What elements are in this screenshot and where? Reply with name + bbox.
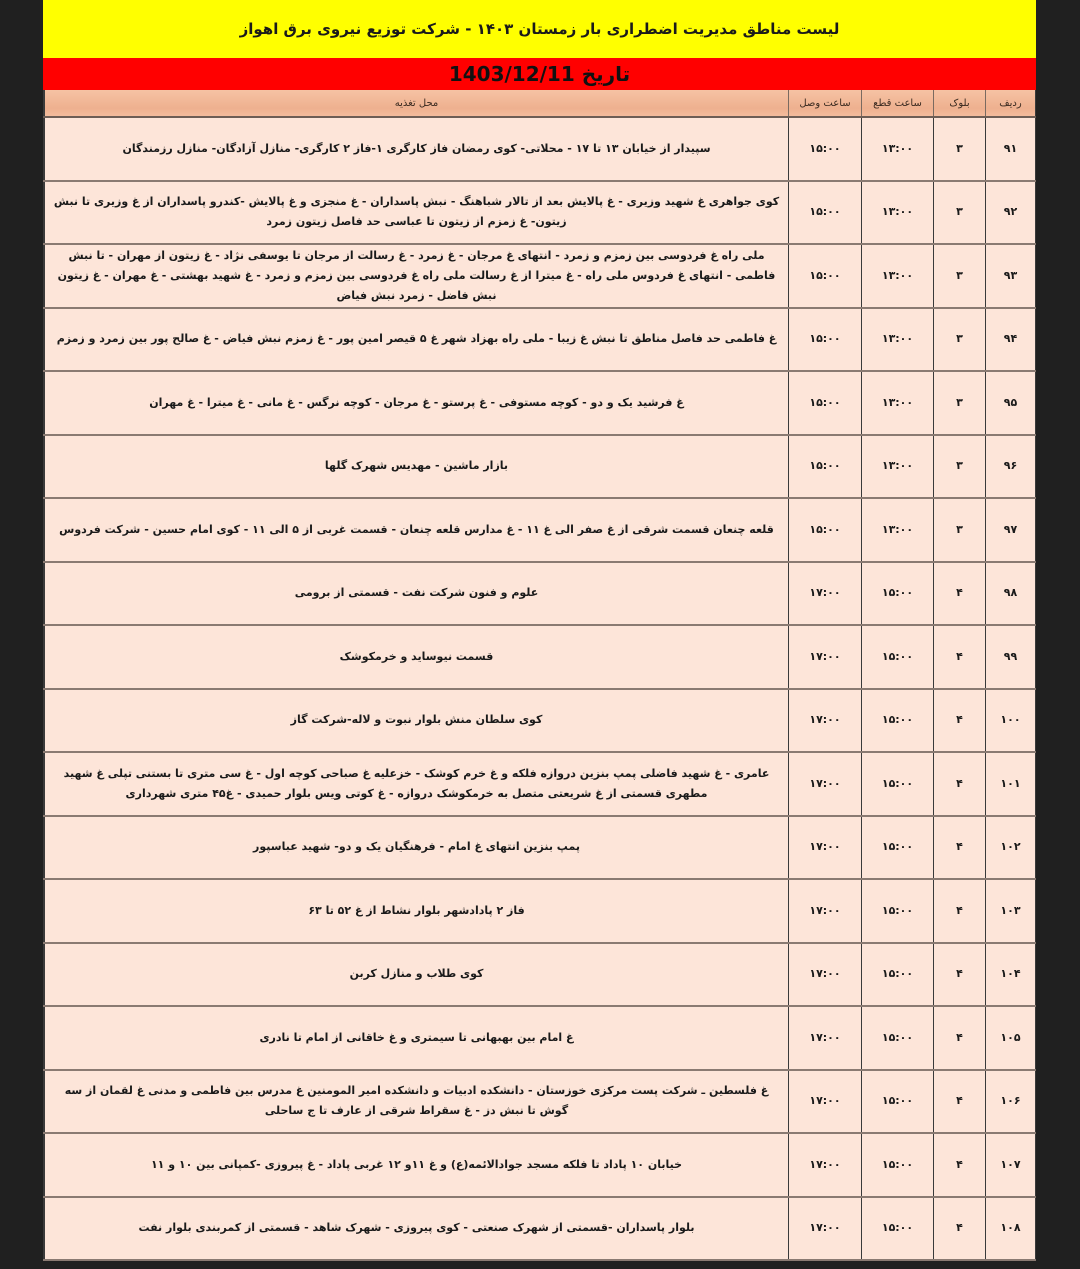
header-cut-time: ساعت قطع — [862, 90, 934, 117]
row-connect-time: ۱۷:۰۰ — [789, 1133, 862, 1197]
row-cut-time: ۱۵:۰۰ — [862, 689, 934, 753]
row-location: قلعه چنعان قسمت شرقی از غ صفر الی غ ۱۱ - غ مدارس قلعه چنعان - قسمت غربی از ۵ الی ۱۱ - کوی امام حسین - شرکت فردوس — [44, 498, 789, 562]
row-cut-time: ۱۵:۰۰ — [862, 1197, 934, 1261]
row-connect-time: ۱۵:۰۰ — [789, 371, 862, 435]
table-row — [44, 879, 1036, 943]
row-cut-time: ۱۳:۰۰ — [862, 244, 934, 308]
row-connect-time: ۱۵:۰۰ — [789, 308, 862, 372]
row-connect-time: ۱۷:۰۰ — [789, 816, 862, 880]
row-connect-time: ۱۵:۰۰ — [789, 181, 862, 245]
row-number: ۱۰۰ — [986, 689, 1036, 753]
row-cut-time: ۱۵:۰۰ — [862, 625, 934, 689]
row-number: ۹۷ — [986, 498, 1036, 562]
row-block: ۴ — [934, 943, 986, 1007]
row-location: علوم و فنون شرکت نفت - قسمتی از برومی — [44, 562, 789, 626]
row-cut-time: ۱۵:۰۰ — [862, 879, 934, 943]
row-number: ۱۰۵ — [986, 1006, 1036, 1070]
row-cut-time: ۱۳:۰۰ — [862, 498, 934, 562]
row-connect-time: ۱۷:۰۰ — [789, 943, 862, 1007]
row-cut-time: ۱۳:۰۰ — [862, 435, 934, 499]
row-number: ۱۰۷ — [986, 1133, 1036, 1197]
row-number: ۹۶ — [986, 435, 1036, 499]
schedule-sheet — [43, 0, 1036, 1260]
table-row — [44, 181, 1036, 245]
table-row — [44, 308, 1036, 372]
table-row — [44, 816, 1036, 880]
row-block: ۴ — [934, 689, 986, 753]
row-block: ۳ — [934, 181, 986, 245]
row-cut-time: ۱۵:۰۰ — [862, 943, 934, 1007]
row-number: ۹۳ — [986, 244, 1036, 308]
row-location: کوی طلاب و منازل کربن — [44, 943, 789, 1007]
header-radif: ردیف — [986, 90, 1036, 117]
row-block: ۴ — [934, 752, 986, 816]
row-location: عامری - غ شهید فاضلی پمپ بنزین دروازه فلکه و غ خرم کوشک - خزعلیه غ صباحی کوچه اول - غ سی متری تا بستنی تپلی غ شهید مطهری قسمتی از غ شریعتی متصل به خرمکوشک دروازه - غ کوتی ویس بلوار حمیدی - غ۴۵ متری شهرداری — [44, 752, 789, 816]
row-connect-time: ۱۵:۰۰ — [789, 244, 862, 308]
row-cut-time: ۱۵:۰۰ — [862, 1133, 934, 1197]
table-row — [44, 498, 1036, 562]
table-row — [44, 562, 1036, 626]
row-location: کوی سلطان منش بلوار نبوت و لاله-شرکت گاز — [44, 689, 789, 753]
row-number: ۹۱ — [986, 117, 1036, 181]
row-location: غ فلسطین ـ شرکت پست مرکزی خوزستان - دانشکده ادبیات و دانشکده امیر المومنین غ مدرس بین فاطمی و مدنی غ لقمان از سه گوش تا نبش دز - غ سقراط شرقی از عارف تا ج ساحلی — [44, 1070, 789, 1134]
table-row — [44, 943, 1036, 1007]
row-block: ۴ — [934, 816, 986, 880]
row-location: پمپ بنزین انتهای غ امام - فرهنگیان یک و دو- شهید عباسپور — [44, 816, 789, 880]
row-block: ۴ — [934, 1197, 986, 1261]
table-row — [44, 244, 1036, 308]
row-block: ۳ — [934, 498, 986, 562]
row-connect-time: ۱۷:۰۰ — [789, 689, 862, 753]
header-connect-time: ساعت وصل — [789, 90, 862, 117]
row-block: ۴ — [934, 879, 986, 943]
date-banner: تاریخ 1403/12/11 — [43, 58, 1036, 90]
row-cut-time: ۱۳:۰۰ — [862, 117, 934, 181]
row-block: ۳ — [934, 371, 986, 435]
row-number: ۱۰۳ — [986, 879, 1036, 943]
table-row — [44, 1133, 1036, 1197]
row-cut-time: ۱۵:۰۰ — [862, 562, 934, 626]
table-row — [44, 625, 1036, 689]
row-number: ۱۰۸ — [986, 1197, 1036, 1261]
row-number: ۱۰۱ — [986, 752, 1036, 816]
row-block: ۴ — [934, 625, 986, 689]
header-block: بلوک — [934, 90, 986, 117]
row-block: ۳ — [934, 308, 986, 372]
row-connect-time: ۱۵:۰۰ — [789, 117, 862, 181]
table-row — [44, 117, 1036, 181]
row-block: ۴ — [934, 1070, 986, 1134]
row-number: ۱۰۶ — [986, 1070, 1036, 1134]
row-number: ۹۲ — [986, 181, 1036, 245]
table-row — [44, 752, 1036, 816]
row-cut-time: ۱۵:۰۰ — [862, 1006, 934, 1070]
row-number: ۹۹ — [986, 625, 1036, 689]
row-connect-time: ۱۵:۰۰ — [789, 435, 862, 499]
row-location: بلوار پاسداران -قسمتی از شهرک صنعتی - کوی پیروزی - شهرک شاهد - قسمتی از کمربندی بلوار نفت — [44, 1197, 789, 1261]
row-connect-time: ۱۷:۰۰ — [789, 879, 862, 943]
row-connect-time: ۱۷:۰۰ — [789, 562, 862, 626]
row-cut-time: ۱۵:۰۰ — [862, 752, 934, 816]
row-cut-time: ۱۳:۰۰ — [862, 308, 934, 372]
table-row — [44, 1070, 1036, 1134]
row-location: سپیدار از خیابان ۱۳ تا ۱۷ - محلاتی- کوی رمضان فاز کارگری ۱-فاز ۲ کارگری- منازل آزادگان- منازل رزمندگان — [44, 117, 789, 181]
row-block: ۴ — [934, 562, 986, 626]
document-title: لیست مناطق مدیریت اضطراری بار زمستان ۱۴۰۳ - شرکت توزیع نیروی برق اهواز — [43, 0, 1036, 58]
table-header-row — [44, 90, 1036, 117]
row-location: غ فاطمی حد فاصل مناطق تا نبش غ زیبا - ملی راه بهزاد شهر غ ۵ قیصر امین پور - غ زمزم نبش فیاض - غ صالح پور بین زمرد و زمزم — [44, 308, 789, 372]
row-location: ملی راه غ فردوسی بین زمزم و زمرد - انتهای غ مرجان - غ زمرد - غ رسالت از مرجان تا یوسفی نژاد - غ زیتون از مهران - تا نبش فاطمی - انتهای غ فردوس ملی راه - غ میترا از غ رسالت ملی راه غ فردوسی بین زمزم و زمرد - غ شهید بهشتی - غ مهران - غ زیتون نبش فاضل - زمرد نبش فیاض — [44, 244, 789, 308]
row-location: غ فرشید یک و دو - کوچه مستوفی - غ پرستو - غ مرجان - کوچه نرگس - غ مانی - غ میترا - غ مهران — [44, 371, 789, 435]
table-row — [44, 1197, 1036, 1261]
row-cut-time: ۱۵:۰۰ — [862, 1070, 934, 1134]
row-cut-time: ۱۵:۰۰ — [862, 816, 934, 880]
row-block: ۴ — [934, 1006, 986, 1070]
row-connect-time: ۱۷:۰۰ — [789, 1070, 862, 1134]
row-number: ۱۰۲ — [986, 816, 1036, 880]
table-row — [44, 435, 1036, 499]
row-connect-time: ۱۷:۰۰ — [789, 625, 862, 689]
row-location: خیابان ۱۰ پاداد تا فلکه مسجد جوادالائمه(ع) و غ ۱۱و ۱۲ غربی پاداد - غ پیروزی -کمپانی بین ۱۰ و ۱۱ — [44, 1133, 789, 1197]
row-location: کوی جواهری غ شهید وزیری - غ پالایش بعد از تالار شباهنگ - نبش پاسداران - غ منجزی و غ پالایش -کندرو پاسداران از غ وزیری تا نبش زیتون- غ زمزم از زیتون تا عباسی حد فاصل زیتون زمرد — [44, 181, 789, 245]
row-cut-time: ۱۳:۰۰ — [862, 371, 934, 435]
row-connect-time: ۱۷:۰۰ — [789, 752, 862, 816]
header-location: محل تغذیه — [44, 90, 789, 117]
row-location: غ امام بین بهبهانی تا سیمتری و غ خاقانی از امام تا نادری — [44, 1006, 789, 1070]
outage-schedule-table — [43, 90, 1036, 1261]
row-number: ۹۴ — [986, 308, 1036, 372]
row-location: بازار ماشین - مهدیس شهرک گلها — [44, 435, 789, 499]
row-connect-time: ۱۷:۰۰ — [789, 1006, 862, 1070]
row-number: ۱۰۴ — [986, 943, 1036, 1007]
table-row — [44, 371, 1036, 435]
row-location: فاز ۲ پادادشهر بلوار نشاط از غ ۵۲ تا ۶۳ — [44, 879, 789, 943]
row-location: قسمت نیوساید و خرمکوشک — [44, 625, 789, 689]
row-number: ۹۵ — [986, 371, 1036, 435]
row-connect-time: ۱۵:۰۰ — [789, 498, 862, 562]
table-row — [44, 689, 1036, 753]
row-connect-time: ۱۷:۰۰ — [789, 1197, 862, 1261]
row-number: ۹۸ — [986, 562, 1036, 626]
row-block: ۳ — [934, 435, 986, 499]
table-row — [44, 1006, 1036, 1070]
row-block: ۴ — [934, 1133, 986, 1197]
row-block: ۳ — [934, 117, 986, 181]
row-block: ۳ — [934, 244, 986, 308]
row-cut-time: ۱۳:۰۰ — [862, 181, 934, 245]
